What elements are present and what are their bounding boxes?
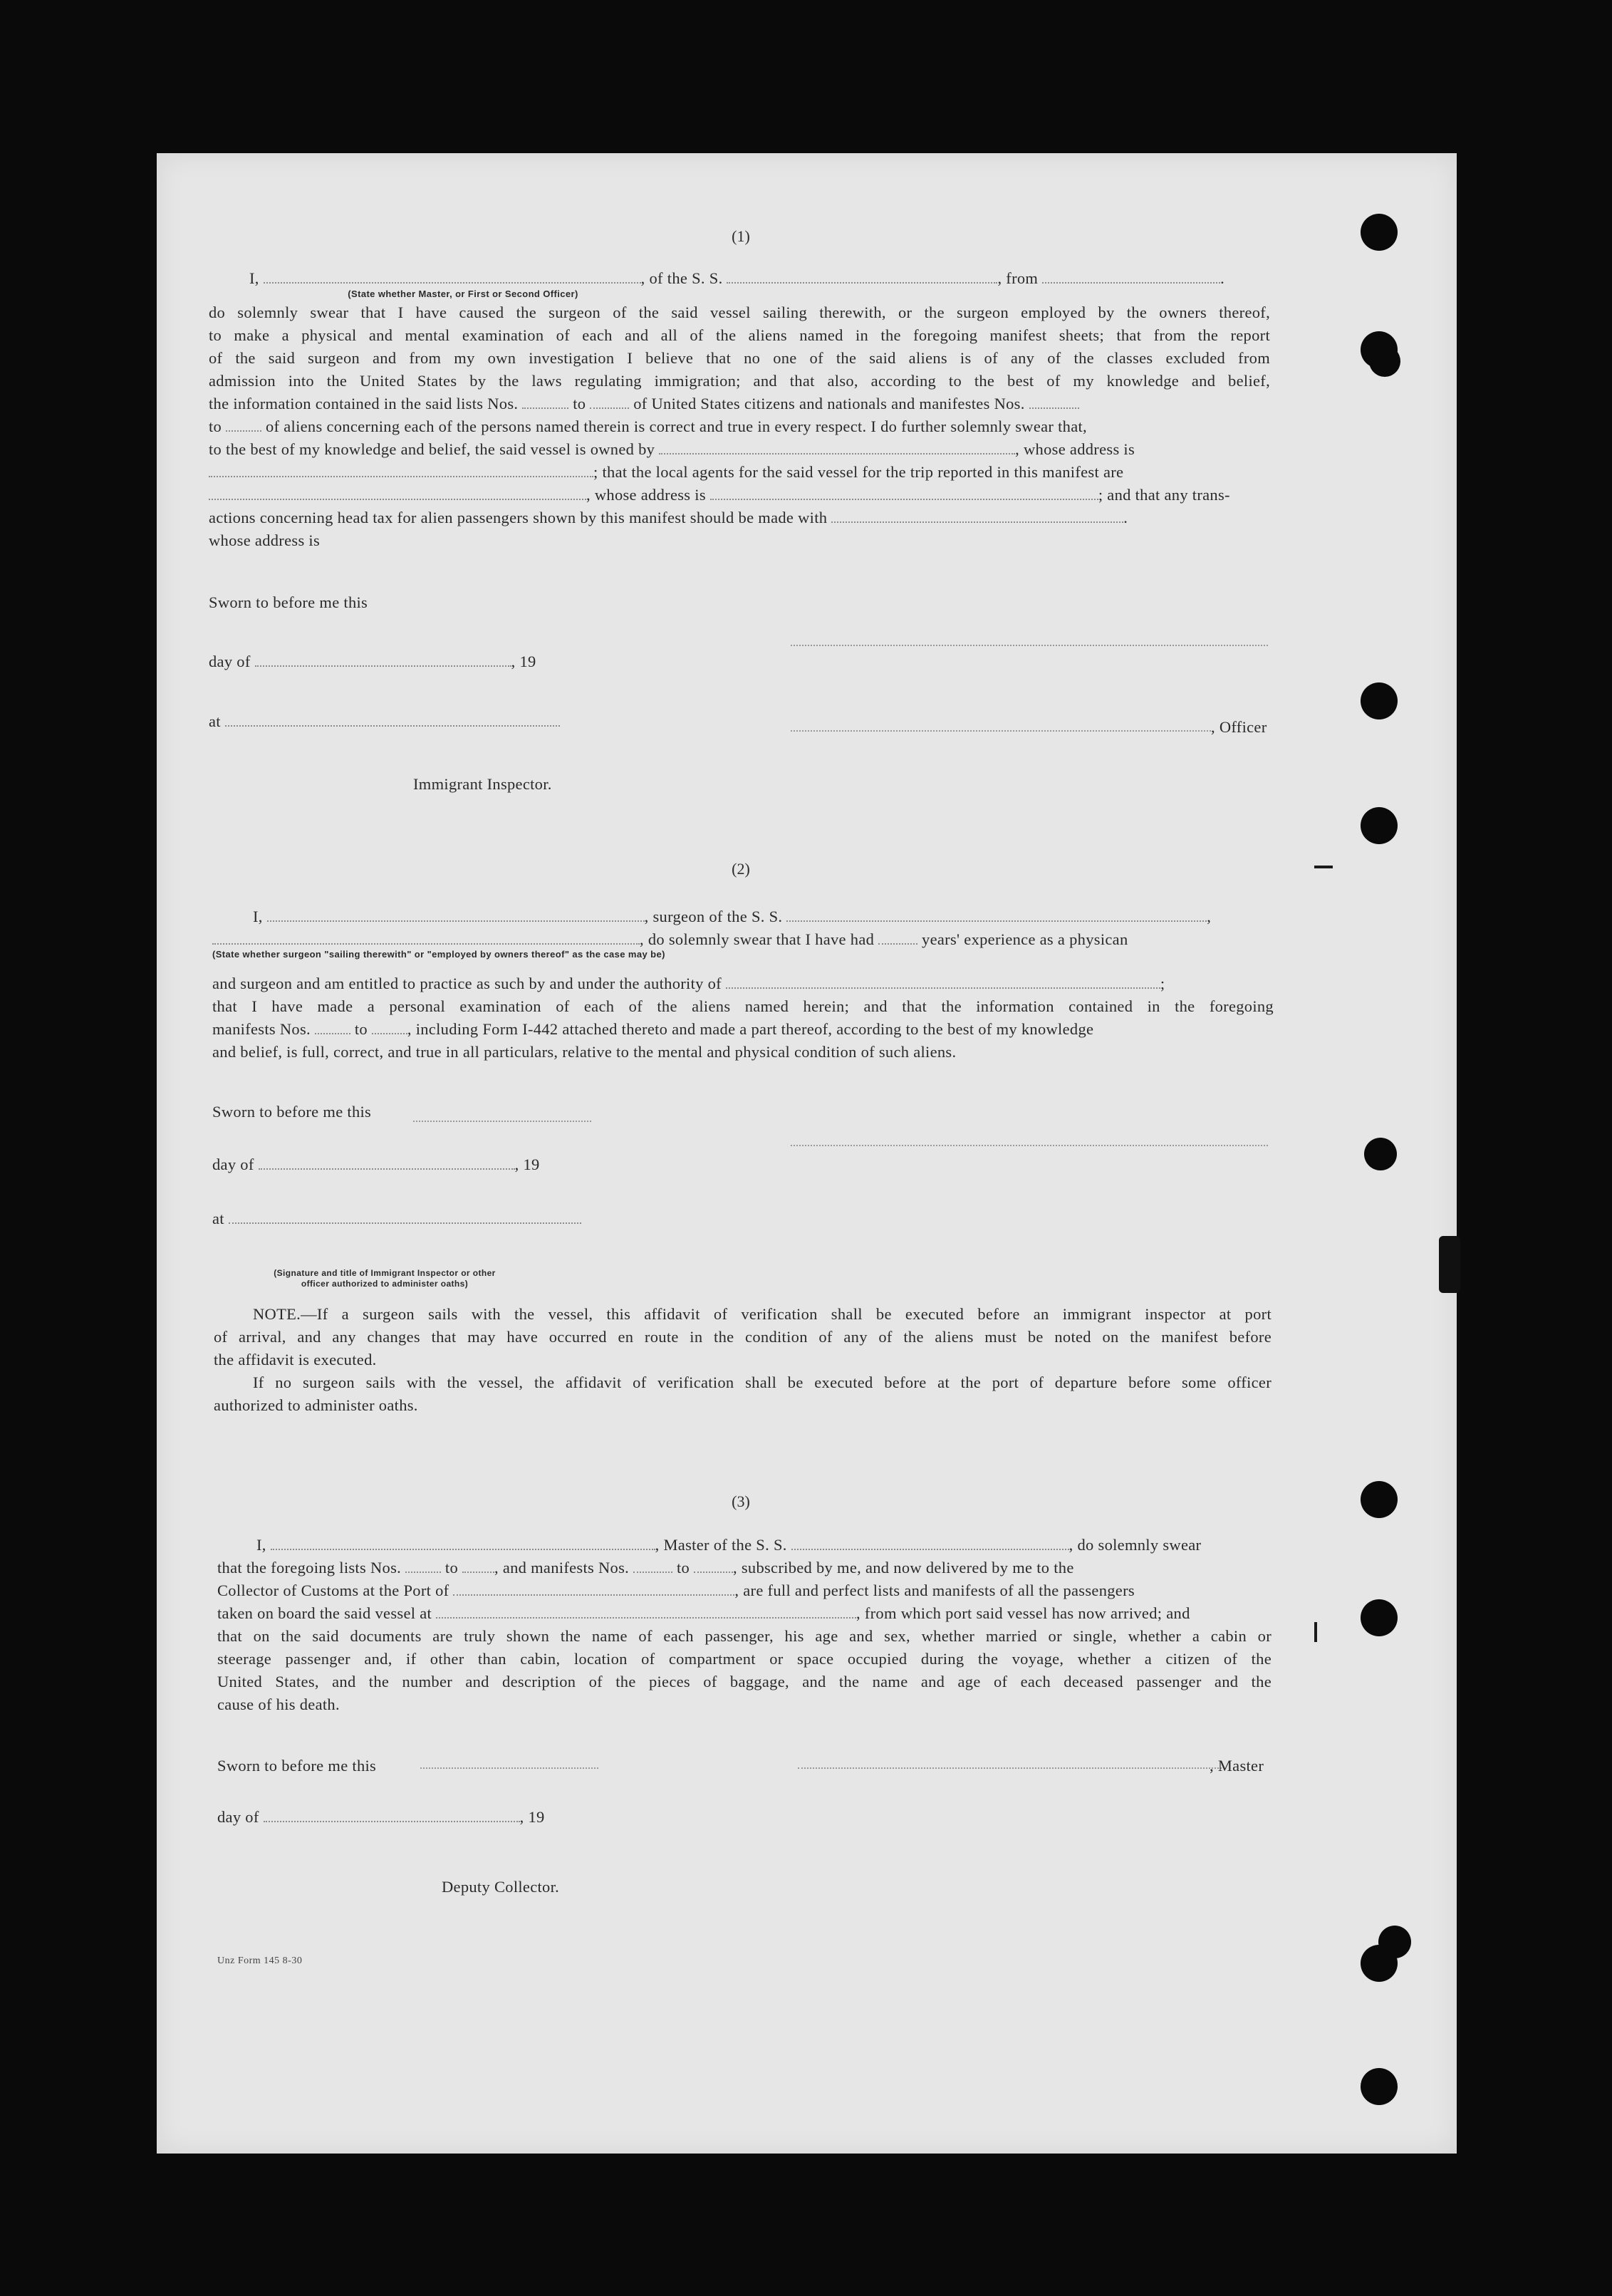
section-3-body-2: United States, and the number and description of the pieces of baggage, and the name and age of each deceased passenger and the [217, 1673, 1272, 1690]
note-line-2: the affidavit is executed. [214, 1351, 377, 1368]
punch-hole [1361, 807, 1398, 844]
section-1-whose-address: whose address is [209, 531, 321, 549]
section-1-address: , whose address is ; and that any trans- [209, 484, 1230, 507]
section-2-belief: and belief, is full, correct, and true in all particulars, relative to the mental and physical condition of such aliens. [212, 1043, 957, 1061]
punch-hole [1361, 682, 1398, 720]
section-1-owned: to the best of my knowledge and belief, the said vessel is owned by , whose address is [209, 440, 1135, 458]
no-surgeon-line-1: authorized to administer oaths. [214, 1396, 418, 1414]
section-1-lists: the information contained in the said lists Nos. to of United States citizens and nationals and manifestes Nos. [209, 393, 1079, 415]
section-1-officer: , Officer [1211, 718, 1267, 736]
section-3-body-0: that on the said documents are truly shown the name of each passenger, his age and sex, whether married or single, whether a cabin or [217, 1627, 1272, 1645]
dash-mark [1314, 866, 1333, 868]
signature-note: (Signature and title of Immigrant Inspector or other officer authorized to administer oaths) [274, 1268, 496, 1289]
section-1-at: at [209, 710, 560, 733]
surgeon-note: (State whether surgeon "sailing therewith" or "employed by owners thereof" as the case may be) [212, 949, 665, 960]
section-3-line4: taken on board the said vessel at , from which port said vessel has now arrived; and [217, 1604, 1190, 1622]
section-2-authority: and surgeon and am entitled to practice as such by and under the authority of ; [212, 975, 1165, 992]
section-3-sworn: Sworn to before me this [217, 1757, 377, 1775]
section-3-body-1: steerage passenger and, if other than cabin, location of compartment or space occupied during the voyage, whether a citizen of the [217, 1650, 1272, 1668]
signature-line [791, 645, 1268, 646]
section-2-number: (2) [732, 860, 750, 878]
punch-hole [1369, 346, 1400, 377]
officer-line [791, 730, 1211, 732]
section-2-line2: , do solemnly swear that I have had years' experience as a physican [212, 928, 1128, 951]
section-2-sworn: Sworn to before me this [212, 1103, 372, 1121]
clip-mark [1439, 1236, 1460, 1293]
section-3-line2: that the foregoing lists Nos. to , and manifests Nos. to , subscribed by me, and now delivered by me to the [217, 1559, 1074, 1576]
section-1-body-1: to make a physical and mental examination of each and all of the aliens named in the foregoing manifest sheets; that from the report [209, 326, 1270, 344]
section-1-agents: ; that the local agents for the said vessel for the trip reported in this manifest are [209, 461, 1123, 484]
section-2-exam: that I have made a personal examination of each of the aliens named herein; and that the information contained in the foregoing [212, 997, 1274, 1015]
section-1-inspector: Immigrant Inspector. [413, 775, 552, 793]
master-line [798, 1767, 1222, 1769]
section-3-day: day of , 19 [217, 1808, 545, 1826]
officer-note: (State whether Master, or First or Second Officer) [348, 289, 578, 299]
section-1-body-2: of the said surgeon and from my own investigation I believe that no one of the said aliens is of any of the classes excluded from [209, 349, 1270, 367]
punch-hole [1361, 214, 1398, 251]
section-3-collector: Deputy Collector. [442, 1878, 560, 1896]
section-2-day: day of , 19 [212, 1155, 540, 1173]
sworn-line [413, 1121, 591, 1122]
section-2-at: at [212, 1207, 581, 1230]
section-3-line1: I, , Master of the S. S. , do solemnly swear [256, 1536, 1202, 1554]
note-line-1: of arrival, and any changes that may have occurred en route in the condition of any of the aliens must be noted on the manifest before [214, 1328, 1272, 1346]
punch-hole [1364, 1138, 1397, 1170]
section-1-transactions: actions concerning head tax for alien passengers shown by this manifest should be made with . [209, 509, 1128, 526]
section-1-sworn: Sworn to before me this [209, 593, 368, 611]
section-2-line1: I, , surgeon of the S. S. , [253, 908, 1212, 925]
sworn-line [420, 1767, 598, 1769]
dash-mark [1314, 1622, 1317, 1642]
signature-line [791, 1145, 1268, 1146]
punch-hole [1361, 1945, 1398, 1982]
section-2-manifests: manifests Nos. to , including Form I-442 attached thereto and made a part thereof, according to the best of my knowledge [212, 1020, 1094, 1038]
section-1-body-3: admission into the United States by the laws regulating immigration; and that also, according to the best of my knowledge and belief, [209, 372, 1270, 390]
no-surgeon-line-0: If no surgeon sails with the vessel, the affidavit of verification shall be executed before at the port of departure before some officer [253, 1373, 1272, 1391]
section-3-last: cause of his death. [217, 1695, 340, 1713]
section-1-aliens: to of aliens concerning each of the persons named therein is correct and true in every respect. I do further solemnly swear that, [209, 417, 1087, 435]
section-1-number: (1) [732, 227, 750, 245]
section-1-line1: I, , of the S. S. , from . [249, 269, 1225, 287]
section-3-line3: Collector of Customs at the Port of , are full and perfect lists and manifests of all the passengers [217, 1581, 1135, 1599]
punch-hole [1361, 1481, 1398, 1518]
section-1-day: day of , 19 [209, 653, 536, 670]
punch-hole [1361, 1599, 1398, 1636]
section-3-master: , Master [1210, 1757, 1264, 1775]
section-3-number: (3) [732, 1492, 750, 1510]
note-line-0: NOTE.—If a surgeon sails with the vessel, this affidavit of verification shall be executed before an immigrant inspector at port [253, 1305, 1272, 1323]
form-number: Unz Form 145 8-30 [217, 1955, 303, 1966]
punch-hole [1361, 2068, 1398, 2105]
form-page [157, 153, 1457, 2154]
section-1-body-0: do solemnly swear that I have caused the surgeon of the said vessel sailing therewith, or the surgeon employed by the owners thereof, [209, 303, 1270, 321]
